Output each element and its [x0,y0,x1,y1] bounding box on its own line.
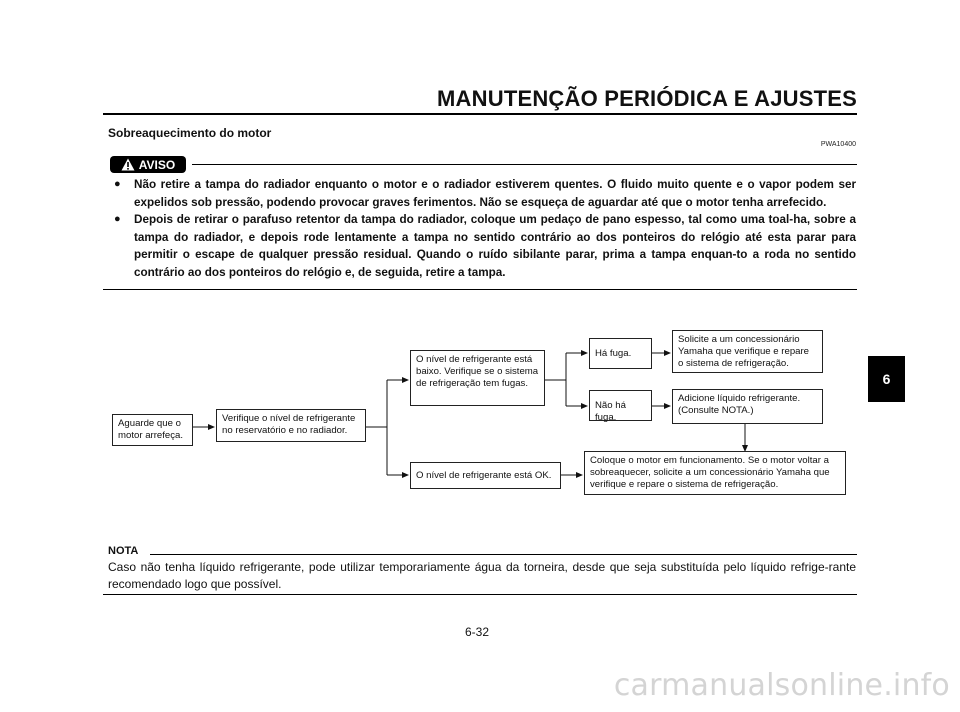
flow-step-add-coolant: Adicione líquido refrigerante. (Consulte NOTA.) [672,389,823,424]
warning-end-divider [103,289,857,290]
flow-step-level-ok: O nível de refrigerante está OK. [410,462,561,489]
warning-list [112,176,856,282]
bullet-icon: ● [114,213,121,226]
warning-item-text: Não retire a tampa do radiador enquanto o motor e o radiador estiverem quentes. O fluido muito quente e o vapor podem ser expelidos sob pressão, podendo provocar graves ferimentos. Não se esqueça de aguardar até que o motor tenha arrefecido. [134,178,856,209]
bullet-icon: ● [114,178,121,190]
flow-step-wait: Aguarde que o motor arrefeça. [112,414,193,446]
flow-step-dealer-repair: Solicite a um concessionário Yamaha que verifique e repare o sistema de refrigeração. [672,330,823,373]
flow-step-level-low: O nível de refrigerante está baixo. Verifique se o sistema de refrigeração tem fugas. [410,350,545,406]
chapter-tab[interactable]: 6 [868,356,905,402]
section-title: Sobreaquecimento do motor [108,126,272,140]
document-code: PWA10400 [820,141,856,148]
flow-step-leak: Há fuga. [589,338,652,369]
warning-badge [110,156,186,173]
page-header-title: MANUTENÇÃO PERIÓDICA E AJUSTES [437,86,857,111]
warning-item-text: Depois de retirar o parafuso retentor da tampa do radiador, coloque um pedaço de pano espesso, tal como uma toal-ha, sobre a tampa do radiador, e depois rode lentamente a tampa no sentido contrário ao dos ponteiros do relógio até esta parar para permitir o escape de qualquer pressão residual. Quando o ruído sibilante parar, prima a tampa enquan-to a roda no sentido contrário ao dos ponteiros do relógio e, de seguida, retire a tampa. [134,213,856,279]
flow-step-check-level: Verifique o nível de refrigerante no reservatório e no radiador. [216,409,366,442]
note-end-divider [103,594,857,595]
warning-triangle-icon [121,158,135,171]
flow-step-start-engine: Coloque o motor em funcionamento. Se o motor voltar a sobreaquecer, solicite a um concessionário Yamaha que verifique e repare o sistema de refrigeração. [584,451,846,495]
warning-item [112,211,856,281]
flow-step-no-leak: Não há fuga. [589,390,652,421]
note-text: Caso não tenha líquido refrigerante, pode utilizar temporariamente água da torneira, desde que seja substituída pelo líquido refrige-rante recomendado logo que possível. [108,560,856,591]
note-title: NOTA [108,545,139,557]
note-divider [150,554,857,555]
page-number: 6-32 [465,625,490,639]
warning-badge-label: AVISO [138,157,176,172]
warning-divider [192,164,857,165]
header-divider [103,113,857,115]
watermark: carmanualsonline.info [613,668,950,703]
warning-item [112,176,856,211]
